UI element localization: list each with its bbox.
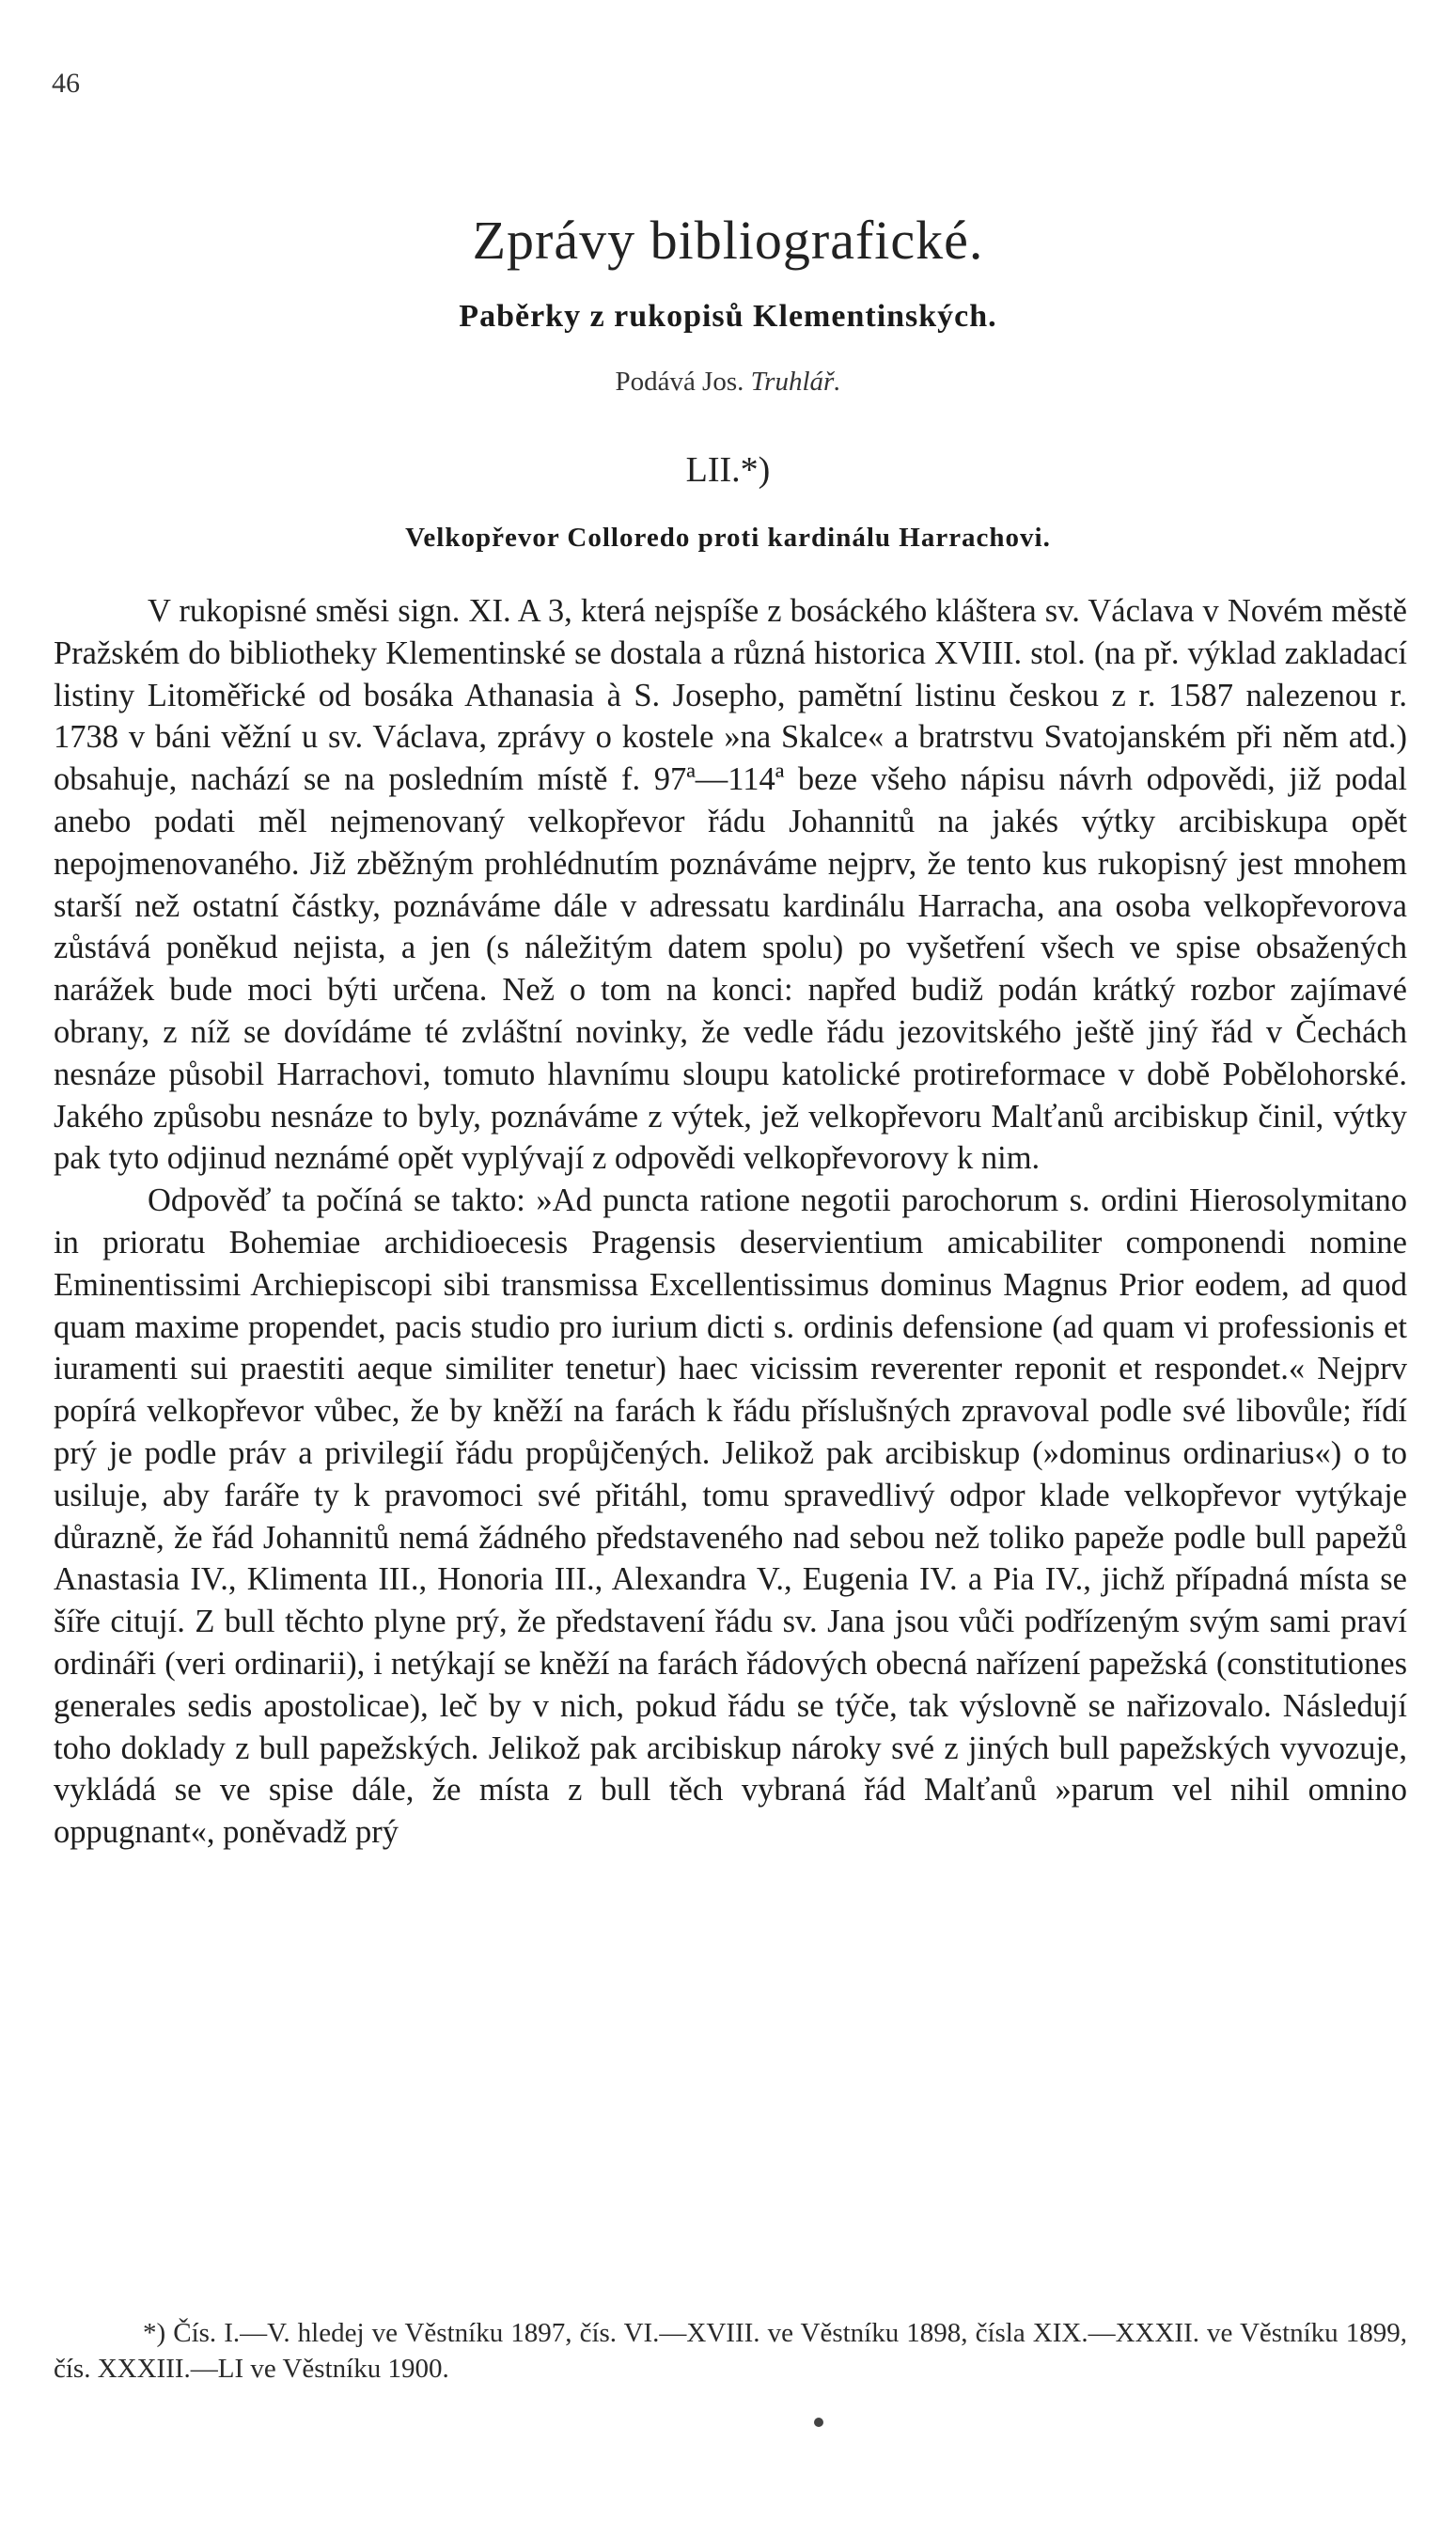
paragraph: V rukopisné směsi sign. XI. A 3, která nejspíše z bosáckého kláštera sv. Václava v Novém městě Pražském do bibliotheky Klementinské se dostala a různá historica XVIII. stol. (na př. výklad zakladací listiny Litoměřické od bosáka Athanasia à S. Josepho, pamětní listinu českou z r. 1587 nalezenou r. 1738 v báni věžní u sv. Václava, zprávy o kostele »na Skalce« a bratrstvu Svatojanském při něm atd.) obsahuje, nachází se na posledním místě f. 97ª—114ª beze všeho nápisu návrh odpovědi, již podal anebo podati měl nejmenovaný velkopřevor řádu Johannitů na jakés výtky arcibiskupa opět nepojmenovaného. Již zběžným prohlédnutím poznáváme nejprv, že tento kus rukopisný jest mnohem starší než ostatní částky, poznáváme dále v adressatu kardinálu Harracha, ana osoba velkopřevorova zůstává poněkud nejista, a jen (s náležitým datem spolu) po vyšetření všech ve spise obsažených narážek bude moci býti určena. Než o tom na konci: napřed budiž podán krátký rozbor zajímavé obrany, z níž se dovídáme té zvláštní novinky, že vedle řádu jezovitského ještě jiný řád v Čechách nesnáze působil Harrachovi, tomuto hlavnímu sloupu katolické protireformace v době Pobělohorské. Jakého způsobu nesnáze to byly, poznáváme z výtek, jež velkopřevoru Malťanů arcibiskup činil, výtky pak tyto odjinud neznámé opět vyplývají z odpovědi velkopřevorovy k nim. [54, 593, 1407, 1177]
footnote: *) Čís. I.—V. hledej ve Věstníku 1897, čís. VI.—XVIII. ve Věstníku 1898, čísla XIX.—XXXII. ve Věstníku 1899, čís. XXXIII.—LI ve Věstníku 1900. [54, 2318, 1407, 2384]
paragraph: Odpověď ta počíná se takto: »Ad puncta ratione negotii parochorum s. ordini Hierosolymitano in prioratu Bohemiae archidioecesis Pragensis deservientium amicabiliter componendi nomine Eminentissimi Archiepiscopi sibi transmissa Excellentissimus dominus Magnus Prior eodem, ad quod quam maxime propendet, pacis studio pro iurium dicti s. ordinis defensione (ad quam vi professionis et iuramenti sui praestiti aeque similiter tenetur) haec vicissim reverenter reponit et respondet.« Nejprv popírá velkopřevor vůbec, že by kněží na farách k řádu příslušných zpravoval podle své libovůle; řídí prý je podle práv a privilegií řádu propůjčených. Jelikož pak arcibiskup (»dominus ordinarius«) o to usiluje, aby faráře ty k pravomoci své přitáhl, tomu spravedlivý odpor klade velkopřevor vytýkaje důrazně, že řád Johannitů nemá žádného představeného nad sebou než toliko papeže podle bull papežů Anastasia IV., Klimenta III., Honoria III., Alexandra V., Eugenia IV. a Pia IV., jichž případná místa se šíře citují. Z bull těchto plyne prý, že představení řádu sv. Jana jsou vůči podřízeným svým sami praví ordináři (veri ordinarii), i netýkají se kněží na farách řádových obecná nařízení papežská (constitutiones generales sedis apostolicae), leč by v nich, pokud řádu se týče, tak výslovně se nařizovalo. Následují toho doklady z bull papežských. Jelikož pak arcibiskup nároky své z jiných bull papežských vyvozuje, vykládá se ve spise dále, že místa z bull těch vybraná řád Malťanů »parum vel nihil omnino oppugnant«, poněvadž prý [54, 1182, 1407, 1851]
page-title: Zprávy bibliografické. [472, 210, 984, 271]
body-text [54, 590, 1407, 1854]
byline-prefix: Podává Jos. [615, 367, 744, 397]
section-heading: Velkopřevor Colloredo proti kardinálu Harrachovi. [405, 523, 1051, 553]
section-number: LII.*) [685, 450, 771, 490]
article-subtitle: Paběrky z rukopisů Klementinských. [459, 299, 997, 334]
byline-author: Truhlář. [750, 367, 841, 397]
print-speck [814, 2418, 823, 2427]
byline [0, 367, 1456, 398]
page-number: 46 [52, 68, 80, 99]
